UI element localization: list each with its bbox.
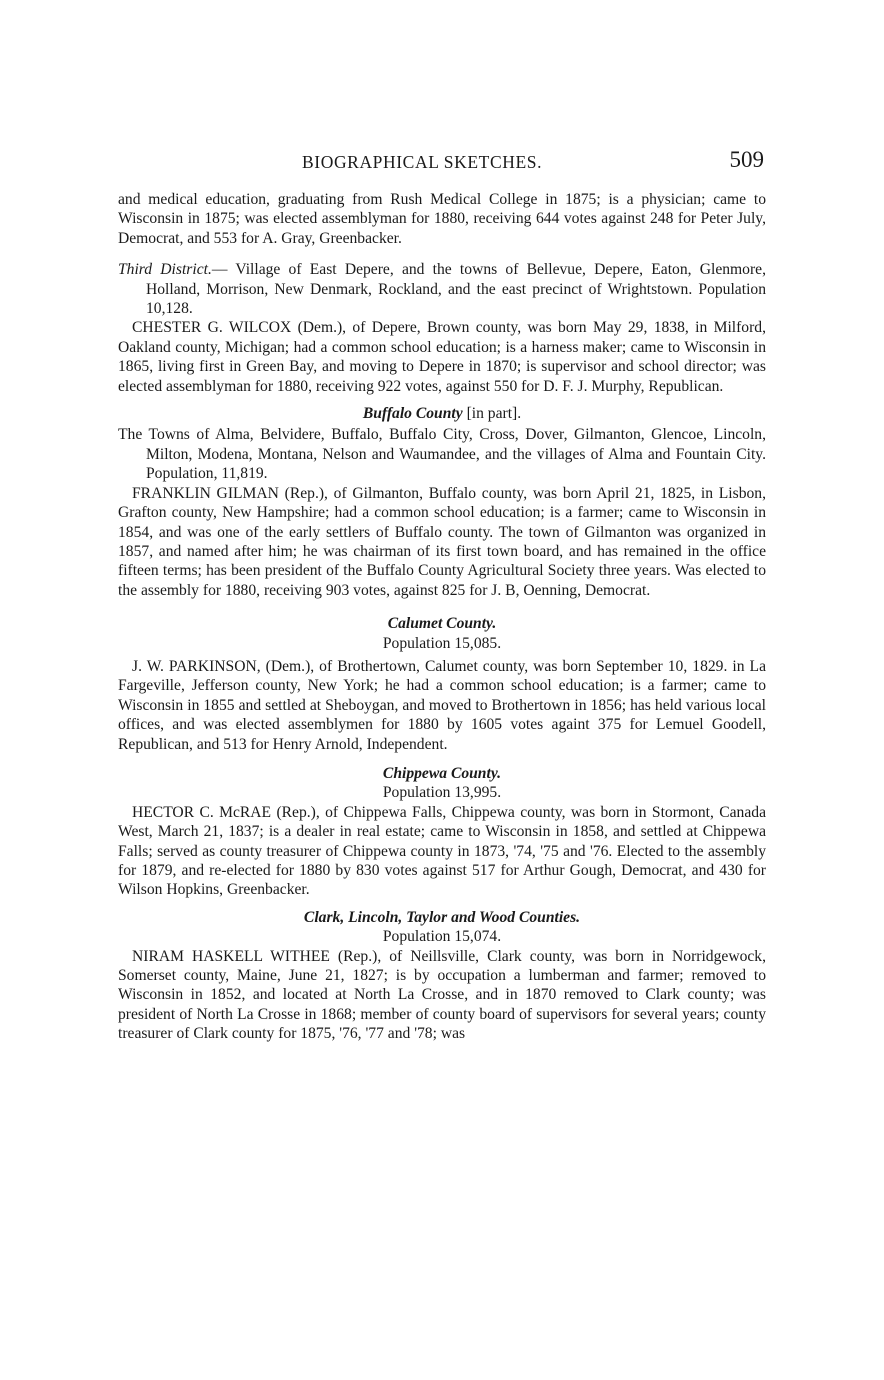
chippewa-county-heading: Chippewa County. <box>382 764 502 782</box>
running-title: BIOGRAPHICAL SKETCHES. <box>302 152 543 172</box>
buffalo-towns: The Towns of Alma, Belvidere, Buffalo, Buffalo City, Cross, Dover, Gilmanton, Glencoe, Lincoln, Milton, Modena, Montana, Nelson and Waumandee, and the villages of Alma and Fountain City. Population, 11,819. <box>118 426 766 483</box>
mcrae-biography: HECTOR C. McRAE (Rep.), of Chippewa Falls, Chippewa county, was born in Stormont, Canada West, March 21, 1837; is a dealer in real estate; came to Wisconsin in 1858, and settled at Chippewa Falls; served as county treasurer of Chippewa county in 1873, '74, '75 and '76. Elected to the assembly for 1879, and re-elected for 1880 by 830 votes against 517 for Arthur Gough, Democrat, and 430 for Wilson Hopkins, Greenbacker. <box>118 803 766 899</box>
buffalo-heading-note: [in part]. <box>462 405 522 423</box>
clark-population: Population 15,074. <box>382 928 502 946</box>
clark-counties-heading: Clark, Lincoln, Taylor and Wood Counties. <box>303 908 581 926</box>
buffalo-county-heading <box>118 404 766 423</box>
buffalo-heading-text: Buffalo County <box>362 405 463 423</box>
parkinson-biography: J. W. PARKINSON, (Dem.), of Brothertown, Calumet county, was born September 10, 1829. in La Fargeville, Jefferson county, New York; he had a common school education; is a farmer; came to Wisconsin in 1855 and settled at Sheboygan, and moved to Brothertown in 1856; has held various local offices, and was elected assemblymen for 1880 by 1605 votes againt 375 for Lemuel Goodell, Republican, and 513 for Henry Arnold, Independent. <box>118 657 766 753</box>
chippewa-population: Population 13,995. <box>382 784 502 802</box>
page-number: 509 <box>729 147 764 172</box>
intro-paragraph: and medical education, graduating from Rush Medical College in 1875; is a physician; came to Wisconsin in 1875; was elected assemblyman for 1880, receiving 644 votes against 248 for Peter July, Democrat, and 553 for A. Gray, Greenbacker. <box>118 191 766 247</box>
district-text: — Village of East Depere, and the towns of Bellevue, Depere, Eaton, Glenmore, Holland, Morrison, New Denmark, Rockland, and the east precinct of Wrightstown. Population 10,128. <box>146 261 766 318</box>
document-page <box>118 147 766 1044</box>
wilcox-biography: CHESTER G. WILCOX (Dem.), of Depere, Brown county, was born May 29, 1838, in Milford, Oakland county, Michigan; had a common school education; is a harness maker; came to Wisconsin in 1865, living first in Green Bay, and moving to Depere in 1870; is supervisor and school director; was elected assemblyman for 1880, receiving 922 votes, against 550 for D. F. J. Murphy, Republican. <box>118 319 766 395</box>
district-label: Third District. <box>118 261 212 279</box>
withee-biography: NIRAM HASKELL WITHEE (Rep.), of Neillsville, Clark county, was born in Norridgewock, Somerset county, Maine, June 21, 1827; is by occupation a lumberman and farmer; removed to Wisconsin in 1852, and located at North La Crosse, and in 1870 removed to Clark county; was president of North La Crosse in 1868; member of county board of supervisors for several years; county treasurer of Clark county for 1875, '76, '77 and '78; was <box>118 947 766 1043</box>
calumet-county-heading: Calumet County. <box>387 615 497 633</box>
gilman-biography: FRANKLIN GILMAN (Rep.), of Gilmanton, Buffalo county, was born April 21, 1825, in Lisbon, Grafton county, New Hampshire; had a common school education; is a farmer; came to Wisconsin in 1854, and was one of the early settlers of Buffalo county. The town of Gilmanton was organized in 1857, and named after him; he was chairman of its first town board, and has remained in the office fifteen terms; has been president of the Buffalo County Agricultural Society three years. Was elected to the assembly for 1880, receiving 903 votes, against 825 for J. B, Oenning, Democrat. <box>118 484 766 599</box>
page-header <box>118 147 766 190</box>
third-district-description <box>118 260 766 318</box>
calumet-population: Population 15,085. <box>382 634 502 652</box>
